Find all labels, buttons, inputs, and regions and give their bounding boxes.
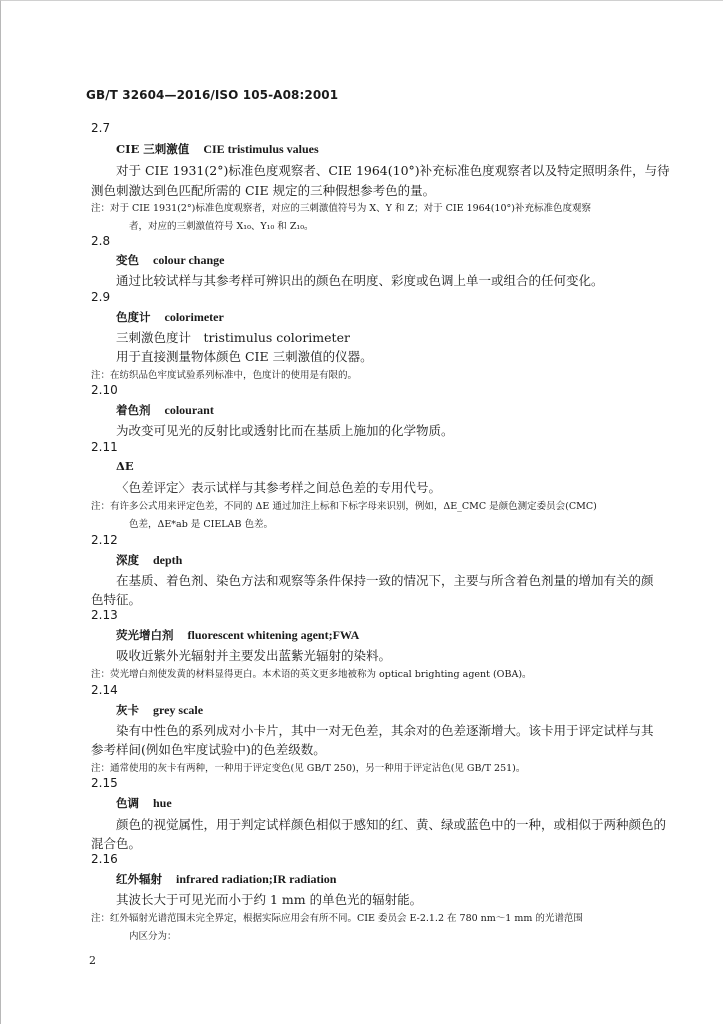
- clause-number: 2.13: [91, 608, 118, 622]
- term-zh: CIE 三刺激值: [116, 142, 190, 156]
- clause-number: 2.14: [91, 683, 118, 697]
- term-zh: 深度: [116, 553, 139, 567]
- term-zh: 荧光增白剂: [116, 628, 174, 642]
- page-number: 2: [89, 954, 96, 967]
- term-heading: [116, 309, 224, 325]
- term-heading: [116, 627, 359, 643]
- term-zh: 灰卡: [116, 703, 139, 717]
- term-en: infrared radiation;IR radiation: [176, 872, 337, 886]
- note-text: 者，对应的三刺激值符号 X₁₀、Y₁₀ 和 Z₁₀。: [129, 221, 314, 232]
- note-text: 注：对于 CIE 1931(2°)标准色度观察者，对应的三刺激值符号为 X、Y 和 Z；对于 CIE 1964(10°)补充标准色度观察: [91, 203, 591, 214]
- term-heading: [116, 402, 214, 418]
- clause-number: 2.8: [91, 234, 111, 248]
- definition-text: 混合色。: [91, 836, 142, 851]
- note-text: 注：荧光增白剂使发黄的材料显得更白。本术语的英文更多地被称为 optical brighting agent (OBA)。: [91, 669, 532, 680]
- definition-text: 其波长大于可见光而小于约 1 mm 的单色光的辐射能。: [116, 892, 423, 907]
- definition-text: 用于直接测量物体颜色 CIE 三刺激值的仪器。: [116, 349, 373, 364]
- clause-number: 2.9: [91, 290, 111, 304]
- clause-number: 2.7: [91, 121, 111, 135]
- clause-number: 2.10: [91, 383, 118, 397]
- term-heading: [116, 871, 336, 887]
- definition-text: 〈色差评定〉表示试样与其参考样之间总色差的专用代号。: [116, 480, 442, 495]
- clause-number: 2.16: [91, 852, 118, 866]
- clause-number: 2.11: [91, 440, 118, 454]
- term-zh: 着色剂: [116, 403, 151, 417]
- term-zh: 红外辐射: [116, 872, 162, 886]
- term-heading: [116, 552, 182, 568]
- term-zh: 变色: [116, 253, 139, 267]
- clause-number: 2.15: [91, 776, 118, 790]
- definition-text: 对于 CIE 1931(2°)标准色度观察者、CIE 1964(10°)补充标准色度观察者以及特定照明条件，与待: [116, 163, 670, 178]
- definition-text: 参考样间(例如色牢度试验中)的色差级数。: [91, 742, 326, 757]
- definition-text: 测色刺激达到色匹配所需的 CIE 规定的三种假想参考色的量。: [91, 183, 436, 198]
- term-heading: [116, 252, 224, 268]
- term-en: colour change: [153, 253, 225, 267]
- note-text: 注：有许多公式用来评定色差，不同的 ΔE 通过加注上标和下标字母来识别，例如，ΔE_CMC 是颜色测定委员会(CMC): [91, 501, 597, 512]
- standard-header: GB/T 32604—2016/ISO 105-A08:2001: [86, 88, 339, 102]
- term-zh: 色度计: [116, 310, 151, 324]
- definition-text: 吸收近紫外光辐射并主要发出蓝紫光辐射的染料。: [116, 648, 392, 663]
- note-text: 注：红外辐射光谱范围未完全界定，根据实际应用会有所不同。CIE 委员会 E-2.1.2 在 780 nm～1 mm 的光谱范围: [91, 913, 583, 924]
- term-en: hue: [153, 796, 172, 810]
- definition-text: 为改变可见光的反射比或透射比而在基质上施加的化学物质。: [116, 423, 454, 438]
- definition-text: 在基质、着色剂、染色方法和观察等条件保持一致的情况下，主要与所含着色剂量的增加有关的颜: [116, 573, 654, 588]
- definition-text: 色特征。: [91, 592, 142, 607]
- term-en: colourant: [164, 403, 214, 417]
- term-heading: [116, 141, 319, 157]
- term-en: fluorescent whitening agent;FWA: [187, 628, 360, 642]
- definition-text: 颜色的视觉属性，用于判定试样颜色相似于感知的红、黄、绿或蓝色中的一种，或相似于两种颜色的: [116, 817, 667, 832]
- term-zh: 色调: [116, 796, 139, 810]
- term-en: colorimeter: [164, 310, 224, 324]
- clause-number: 2.12: [91, 533, 118, 547]
- note-text: 注：在纺织品色牢度试验系列标准中，色度计的使用是有限的。: [91, 370, 358, 381]
- term-heading: ΔE: [116, 459, 134, 473]
- term-heading: [116, 702, 203, 718]
- term-en: depth: [153, 553, 183, 567]
- note-text: 内区分为：: [129, 931, 177, 942]
- term-en: CIE tristimulus values: [203, 142, 319, 156]
- note-text: 注：通常使用的灰卡有两种，一种用于评定变色(见 GB/T 250)，另一种用于评定沾色(见 GB/T 251)。: [91, 763, 526, 774]
- term-en: grey scale: [153, 703, 204, 717]
- term-heading: [116, 795, 172, 811]
- synonym-text: 三刺激色度计 tristimulus colorimeter: [116, 330, 350, 345]
- definition-text: 染有中性色的系列成对小卡片，其中一对无色差，其余对的色差逐渐增大。该卡用于评定试样与其: [116, 723, 654, 738]
- note-text: 色差，ΔE*ab 是 CIELAB 色差。: [129, 519, 273, 530]
- definition-text: 通过比较试样与其参考样可辨识出的颜色在明度、彩度或色调上单一或组合的任何变化。: [116, 273, 604, 288]
